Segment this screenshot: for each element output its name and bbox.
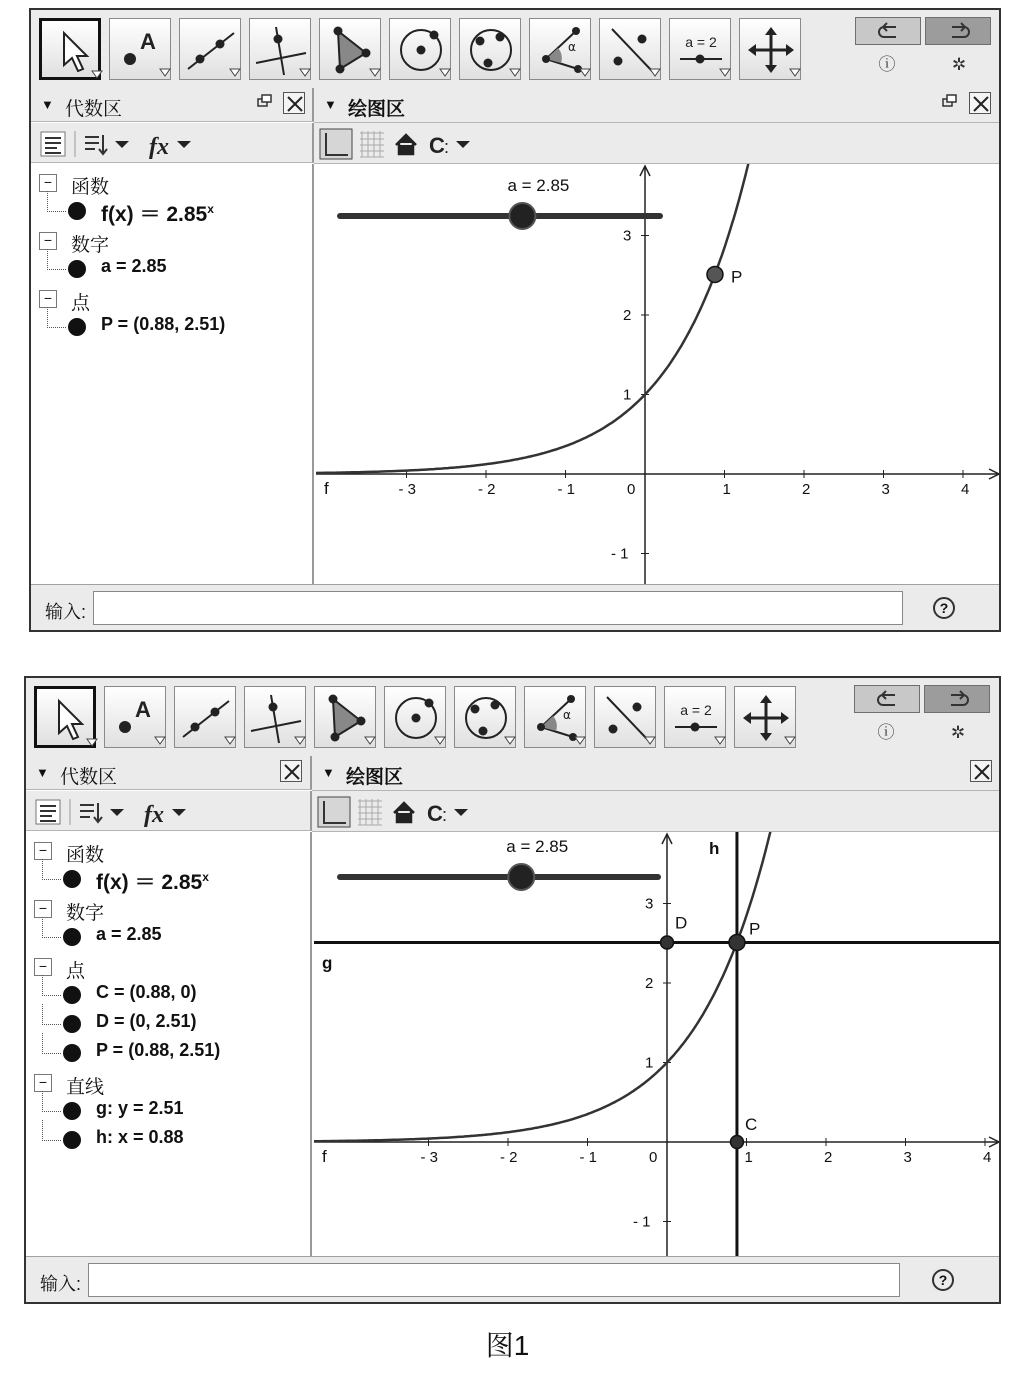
- x-tick-label: - 3: [420, 1149, 439, 1166]
- gear-icon[interactable]: ✲: [950, 723, 966, 742]
- help-icon[interactable]: ?: [932, 1269, 954, 1291]
- y-tick-label: - 1: [633, 1213, 651, 1231]
- algebra-item[interactable]: $f(x) = 2.85^x$: [96, 870, 209, 894]
- tree-connector: [47, 191, 66, 212]
- svg-text:α: α: [563, 708, 571, 722]
- circle-3points-tool[interactable]: [454, 686, 516, 748]
- visibility-toggle[interactable]: [63, 1102, 81, 1120]
- x-tick-label: 0: [627, 481, 636, 498]
- algebra-view-header: [31, 88, 314, 122]
- algebra-item[interactable]: g: y = 2.51: [96, 1098, 184, 1118]
- move-graphics-icon: [740, 19, 802, 81]
- y-tick-label: 3: [623, 227, 632, 245]
- figure-caption: 图1: [485, 1330, 530, 1361]
- algebra-description-icon[interactable]: [36, 800, 60, 824]
- collapse-toggle[interactable]: −: [34, 1074, 52, 1092]
- x-tick-label: 2: [802, 481, 811, 498]
- slider-icon: [665, 687, 727, 749]
- move-tool[interactable]: [39, 18, 101, 80]
- close-algebra-button[interactable]: [280, 760, 302, 782]
- graphics-view-header: [312, 756, 1001, 791]
- redo-icon: [925, 686, 991, 714]
- perpendicular-line-icon: [245, 687, 307, 749]
- close-icon: [284, 93, 306, 115]
- algebra-item[interactable]: $f(x) = 2.85^x$: [101, 202, 214, 226]
- geogebra-window-1: [29, 8, 1001, 632]
- svg-text:C: C: [429, 133, 445, 158]
- arrow-pointer-icon: [42, 21, 104, 83]
- algebra-view-header: [26, 756, 312, 790]
- undo-icon: [855, 686, 921, 714]
- undo-button[interactable]: [854, 685, 920, 713]
- polygon-icon: [315, 687, 377, 749]
- slider-label: a = 2.85: [506, 837, 569, 856]
- category-label: 点: [71, 293, 91, 314]
- slider-knob[interactable]: [509, 203, 535, 229]
- svg-text:C: C: [427, 801, 443, 826]
- curve-label: f: [324, 479, 329, 498]
- graphics-view[interactable]: [316, 164, 1001, 584]
- slider-icon: [670, 19, 732, 81]
- point-tool[interactable]: [104, 686, 166, 748]
- circle-center-point-icon: [385, 687, 447, 749]
- point-P-label: P: [748, 919, 761, 939]
- x-tick-label: - 1: [557, 481, 576, 498]
- algebra-style-bar: [31, 123, 314, 163]
- category-label: 数字: [71, 235, 110, 256]
- category-label: 点: [66, 961, 86, 982]
- visibility-toggle[interactable]: [63, 870, 81, 888]
- dock-icon[interactable]: [942, 94, 958, 108]
- algebra-item[interactable]: P = (0.88, 2.51): [96, 1040, 221, 1060]
- point-tool[interactable]: [109, 18, 171, 80]
- tree-connector: [42, 1091, 61, 1112]
- input-field[interactable]: [88, 1263, 900, 1297]
- y-tick-label: 2: [623, 307, 632, 324]
- slider-tool[interactable]: [669, 18, 731, 80]
- svg-text:fx: fx: [149, 134, 169, 160]
- svg-text:fx: fx: [144, 802, 164, 828]
- circle-3points-tool[interactable]: [459, 18, 521, 80]
- svg-text:a = 2: a = 2: [685, 34, 717, 50]
- svg-text:a = 2: a = 2: [680, 702, 712, 718]
- input-bar: [31, 584, 999, 632]
- toolbar: [31, 10, 999, 90]
- algebra-view-title: 代数区: [65, 99, 123, 120]
- geogebra-window-2: [24, 676, 1001, 1304]
- line-through-points-icon: [180, 19, 242, 81]
- reflect-tool[interactable]: [594, 686, 656, 748]
- line-through-points-icon: [175, 687, 237, 749]
- collapse-triangle-icon[interactable]: ▼: [41, 97, 54, 112]
- point-P-label: P: [730, 267, 743, 287]
- graphics-style-bar: [312, 791, 1001, 832]
- algebra-description-icon[interactable]: [41, 132, 65, 156]
- dock-icon[interactable]: [257, 94, 273, 108]
- move-view-tool[interactable]: [739, 18, 801, 80]
- slider-tool[interactable]: [664, 686, 726, 748]
- graphics-canvas[interactable]: [316, 164, 1001, 584]
- graphics-style-icons: [312, 791, 1001, 831]
- tree-connector: [42, 975, 61, 996]
- visibility-toggle[interactable]: [68, 260, 86, 278]
- x-tick-label: 1: [744, 1149, 753, 1166]
- fx-input-icon[interactable]: [149, 134, 191, 160]
- angle-tool[interactable]: [524, 686, 586, 748]
- arrow-pointer-icon: [37, 689, 99, 751]
- visibility-toggle[interactable]: [68, 318, 86, 336]
- collapse-toggle[interactable]: −: [34, 958, 52, 976]
- line-tool[interactable]: [179, 18, 241, 80]
- close-graphics-button[interactable]: [970, 760, 992, 782]
- move-tool[interactable]: [34, 686, 96, 748]
- point-P[interactable]: [729, 934, 745, 950]
- close-graphics-button[interactable]: [969, 92, 991, 114]
- input-field[interactable]: [93, 591, 903, 625]
- graphics-view[interactable]: [314, 832, 1001, 1256]
- gear-icon[interactable]: ✲: [951, 55, 967, 74]
- graphics-style-icons: [314, 123, 1001, 163]
- home-icon[interactable]: [394, 803, 414, 822]
- move-view-tool[interactable]: [734, 686, 796, 748]
- algebra-item[interactable]: h: x = 0.88: [96, 1127, 184, 1147]
- x-tick-label: 3: [903, 1149, 912, 1166]
- redo-icon: [926, 18, 992, 46]
- x-tick-label: 0: [649, 1149, 658, 1166]
- show-grid-icon[interactable]: [360, 131, 384, 157]
- tree-connector: [42, 859, 61, 880]
- algebra-item[interactable]: D = (0, 2.51): [96, 1011, 197, 1031]
- algebra-item[interactable]: C = (0.88, 0): [96, 982, 197, 1002]
- point-capturing-icon[interactable]: [429, 133, 470, 158]
- svg-text::: :: [442, 805, 448, 825]
- y-tick-label: 2: [645, 975, 654, 992]
- x-tick-label: - 3: [398, 481, 417, 498]
- visibility-toggle[interactable]: [63, 1131, 81, 1149]
- line-g-label: g: [322, 953, 333, 973]
- sort-icon[interactable]: [85, 135, 129, 154]
- perpendicular-tool[interactable]: [249, 18, 311, 80]
- circle-three-points-icon: [455, 687, 517, 749]
- visibility-toggle[interactable]: [63, 986, 81, 1004]
- svg-text:A: A: [140, 29, 156, 54]
- polygon-tool[interactable]: [314, 686, 376, 748]
- show-axes-icon[interactable]: [320, 129, 352, 159]
- home-icon[interactable]: [396, 135, 416, 154]
- algebra-view-title: 代数区: [60, 767, 118, 788]
- toolbar: [26, 678, 999, 758]
- collapse-triangle-icon[interactable]: ▼: [36, 765, 49, 780]
- x-tick-label: 4: [961, 481, 970, 498]
- y-tick-label: - 1: [611, 545, 629, 563]
- input-label: 输入:: [40, 1274, 82, 1294]
- category-label: 数字: [66, 903, 105, 924]
- algebra-style-icons: [26, 791, 312, 831]
- reflect-line-icon: [600, 19, 662, 81]
- perpendicular-tool[interactable]: [244, 686, 306, 748]
- curve-label: f: [322, 1147, 327, 1166]
- graphics-view-title: 绘图区: [346, 767, 404, 788]
- circle-tool[interactable]: [389, 18, 451, 80]
- category-label: 函数: [71, 177, 110, 198]
- visibility-toggle[interactable]: [68, 202, 86, 220]
- svg-text::: :: [444, 137, 450, 157]
- angle-icon: [530, 19, 592, 81]
- tree-connector: [42, 1004, 61, 1025]
- graphics-canvas[interactable]: [314, 832, 1001, 1256]
- svg-text:A: A: [135, 697, 151, 722]
- visibility-toggle[interactable]: [63, 928, 81, 946]
- y-tick-label: 3: [645, 895, 654, 913]
- category-label: 函数: [66, 845, 105, 866]
- circle-tool[interactable]: [384, 686, 446, 748]
- graphics-view-title: 绘图区: [348, 99, 406, 120]
- tree-connector: [42, 1033, 61, 1054]
- point-P[interactable]: [707, 266, 723, 282]
- x-tick-label: 2: [824, 1149, 833, 1166]
- slider-label: a = 2.85: [507, 176, 570, 195]
- close-icon: [281, 761, 303, 783]
- algebra-item[interactable]: a = 2.85: [96, 924, 162, 944]
- x-tick-label: - 2: [478, 481, 496, 498]
- reflect-tool[interactable]: [599, 18, 661, 80]
- slider-knob[interactable]: [508, 864, 534, 890]
- point-C-label: C: [744, 1115, 758, 1134]
- collapse-toggle[interactable]: −: [34, 900, 52, 918]
- tree-connector: [47, 249, 66, 270]
- collapse-toggle[interactable]: −: [34, 842, 52, 860]
- show-grid-icon[interactable]: [358, 799, 382, 825]
- polygon-tool[interactable]: [319, 18, 381, 80]
- y-tick-label: 1: [623, 386, 632, 404]
- algebra-view: [31, 164, 314, 584]
- show-axes-icon[interactable]: [318, 797, 350, 827]
- algebra-item[interactable]: P = (0.88, 2.51): [101, 314, 226, 334]
- algebra-item[interactable]: a = 2.85: [101, 256, 167, 276]
- collapse-toggle[interactable]: −: [39, 232, 57, 250]
- collapse-triangle-icon[interactable]: ▼: [324, 97, 337, 112]
- redo-button[interactable]: [924, 685, 990, 713]
- close-algebra-button[interactable]: [283, 92, 305, 114]
- reflect-line-icon: [595, 687, 657, 749]
- move-graphics-icon: [735, 687, 797, 749]
- point-C[interactable]: [730, 1136, 743, 1149]
- line-h-label: h: [708, 839, 720, 858]
- x-tick-label: 3: [881, 481, 890, 498]
- redo-button[interactable]: [925, 17, 991, 45]
- tree-connector: [42, 917, 61, 938]
- input-label: 输入:: [45, 602, 87, 622]
- input-bar: [26, 1256, 999, 1304]
- perpendicular-line-icon: [250, 19, 312, 81]
- close-icon: [971, 761, 993, 783]
- tree-connector: [42, 1120, 61, 1141]
- undo-button[interactable]: [855, 17, 921, 45]
- x-tick-label: - 2: [500, 1149, 518, 1166]
- collapse-toggle[interactable]: −: [39, 174, 57, 192]
- circle-center-point-icon: [390, 19, 452, 81]
- y-tick-label: 1: [645, 1054, 654, 1072]
- collapse-triangle-icon[interactable]: ▼: [322, 765, 335, 780]
- circle-three-points-icon: [460, 19, 522, 81]
- point-capturing-icon[interactable]: [427, 801, 468, 826]
- algebra-style-icons: [31, 123, 314, 163]
- line-tool[interactable]: [174, 686, 236, 748]
- fx-input-icon[interactable]: [144, 802, 186, 828]
- visibility-toggle[interactable]: [63, 1044, 81, 1062]
- polygon-icon: [320, 19, 382, 81]
- angle-icon: [525, 687, 587, 749]
- x-tick-label: - 1: [579, 1149, 598, 1166]
- sort-icon[interactable]: [80, 803, 124, 822]
- point-A-icon: [105, 687, 167, 749]
- angle-tool[interactable]: [529, 18, 591, 80]
- point-A-icon: [110, 19, 172, 81]
- graphics-view-header: [314, 88, 1001, 123]
- undo-icon: [856, 18, 922, 46]
- point-D[interactable]: [661, 936, 674, 949]
- x-tick-label: 4: [983, 1149, 992, 1166]
- help-icon[interactable]: ⓘ: [878, 55, 896, 74]
- algebra-style-bar: [26, 791, 312, 831]
- category-label: 直线: [66, 1077, 105, 1098]
- algebra-view: [26, 832, 312, 1256]
- help-icon[interactable]: ?: [933, 597, 955, 619]
- point-D-label: D: [675, 913, 688, 933]
- help-icon[interactable]: ⓘ: [877, 723, 895, 742]
- svg-text:α: α: [568, 40, 576, 54]
- close-icon: [970, 93, 992, 115]
- x-tick-label: 1: [722, 481, 731, 498]
- tree-connector: [47, 307, 66, 328]
- collapse-toggle[interactable]: −: [39, 290, 57, 308]
- graphics-style-bar: [314, 123, 1001, 164]
- visibility-toggle[interactable]: [63, 1015, 81, 1033]
